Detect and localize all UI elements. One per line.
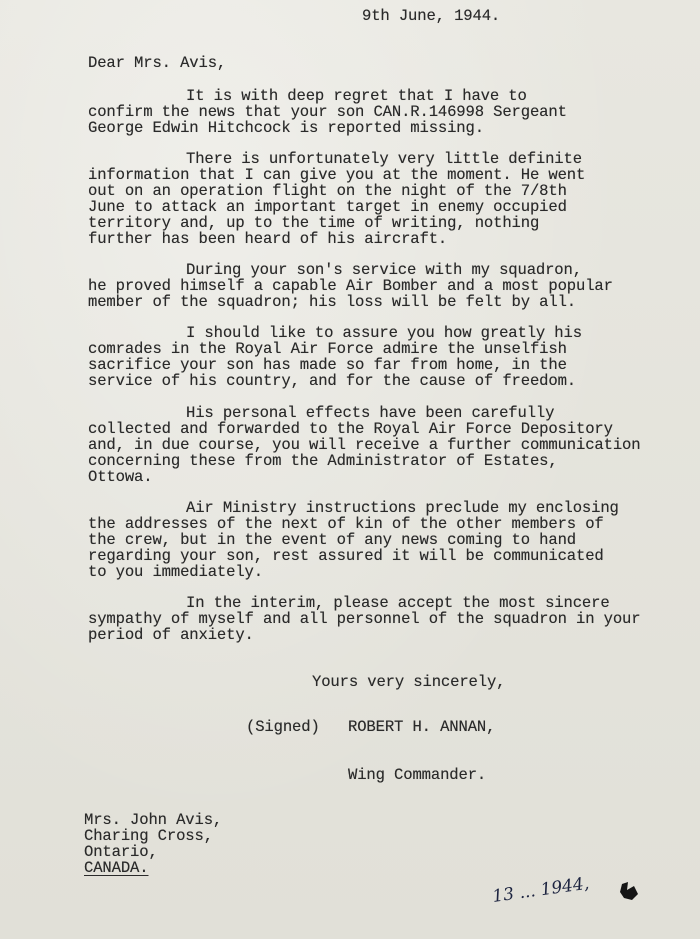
address-line: Mrs. John Avis, — [84, 811, 223, 829]
address-line: Charing Cross, — [84, 827, 213, 845]
paragraph-line: sacrifice your son has made so far from home, in the — [88, 356, 567, 374]
paragraph-line: collected and forwarded to the Royal Air Force Depository — [88, 420, 613, 438]
salutation: Dear Mrs. Avis, — [88, 54, 227, 72]
signatory-rank: Wing Commander. — [348, 766, 487, 784]
letter-date: 9th June, 1944. — [362, 7, 501, 25]
paragraph-line: further has been heard of his aircraft. — [88, 230, 448, 248]
received-date-stamp: 13 ... 1944, — [491, 873, 591, 907]
paragraph-line: His personal effects have been carefully — [186, 404, 555, 422]
closing: Yours very sincerely, — [312, 673, 506, 691]
paragraph-line: In the interim, please accept the most sincere — [186, 594, 610, 612]
paragraph-line: out on an operation flight on the night of the 7/8th — [88, 182, 567, 200]
address-line: Ontario, — [84, 843, 158, 861]
paragraph-line: Air Ministry instructions preclude my enclosing — [186, 499, 619, 517]
paragraph-line: service of his country, and for the cause of freedom. — [88, 372, 577, 390]
signed-label: (Signed) — [246, 718, 320, 736]
paragraph-line: territory and, up to the time of writing, nothing — [88, 214, 540, 232]
paragraph-line: and, in due course, you will receive a further communication — [88, 436, 641, 454]
address-line: CANADA. — [84, 859, 149, 877]
paragraph-line: Ottowa. — [88, 468, 153, 486]
paragraph-line: to you immediately. — [88, 563, 263, 581]
paragraph-line: George Edwin Hitchcock is reported missing. — [88, 119, 484, 137]
paragraph-line: period of anxiety. — [88, 626, 254, 644]
paragraph-line: concerning these from the Administrator of Estates, — [88, 452, 558, 470]
paragraph-line: member of the squadron; his loss will be felt by all. — [88, 293, 577, 311]
paragraph-line: I should like to assure you how greatly his — [186, 324, 582, 342]
paragraph-line: June to attack an important target in enemy occupied — [88, 198, 567, 216]
paragraph-line: comrades in the Royal Air Force admire the unselfish — [88, 340, 567, 358]
paragraph-line: the addresses of the next of kin of the other members of — [88, 515, 604, 533]
paragraph-line: There is unfortunately very little definite — [186, 150, 582, 168]
paragraph-line: sympathy of myself and all personnel of the squadron in your — [88, 610, 641, 628]
paragraph-line: It is with deep regret that I have to — [186, 87, 527, 105]
paragraph-line: regarding your son, rest assured it will be communicated — [88, 547, 604, 565]
paragraph-line: confirm the news that your son CAN.R.146998 Sergeant — [88, 103, 567, 121]
paragraph-line: information that I can give you at the moment. He went — [88, 166, 586, 184]
signatory-name: ROBERT H. ANNAN, — [348, 718, 496, 736]
ink-blot-icon — [618, 880, 642, 902]
paragraph-line: the crew, but in the event of any news coming to hand — [88, 531, 577, 549]
paragraph-line: During your son's service with my squadron, — [186, 261, 582, 279]
paragraph-line: he proved himself a capable Air Bomber and a most popular — [88, 277, 613, 295]
